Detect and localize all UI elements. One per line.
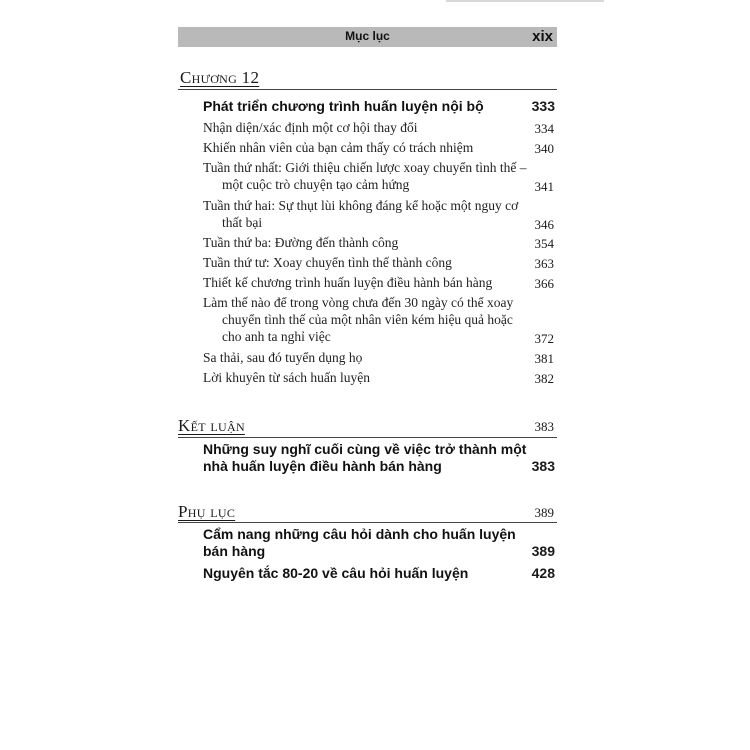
toc-entry-page: 382 — [534, 371, 554, 386]
appendix-subheading-page: 428 — [531, 565, 555, 581]
toc-entry-page: 341 — [534, 179, 554, 194]
conclusion-rule — [178, 437, 557, 438]
toc-entry-page: 366 — [534, 276, 554, 291]
toc-entry[interactable]: Tuần thứ tư: Xoay chuyển tình thế thành công — [203, 255, 452, 270]
header-page-number: xix — [532, 28, 553, 45]
appendix-page: 389 — [534, 505, 554, 520]
conclusion-subheading-page: 383 — [531, 458, 555, 474]
appendix-subheading[interactable]: Cẩm nang những câu hỏi dành cho huấn luyện — [203, 526, 516, 542]
toc-entry[interactable]: Tuần thứ nhất: Giới thiệu chiến lược xoay chuyển tình thế – — [203, 160, 527, 175]
toc-entry-page: 381 — [534, 351, 554, 366]
appendix-subheading-continuation: bán hàng — [203, 543, 266, 559]
conclusion-page: 383 — [534, 419, 554, 434]
chapter-rule — [178, 89, 557, 90]
toc-entry-page: 340 — [534, 141, 554, 156]
toc-entry-continuation: một cuộc trò chuyện tạo cảm hứng — [222, 177, 410, 192]
toc-entry-page: 354 — [534, 236, 554, 251]
toc-entry[interactable]: Lời khuyên từ sách huấn luyện — [203, 370, 371, 385]
running-header — [178, 27, 557, 47]
toc-entry-page: 334 — [534, 121, 554, 136]
toc-entry-continuation: cho anh ta nghỉ việc — [222, 329, 331, 344]
toc-entry[interactable]: Thiết kế chương trình huấn luyện điều hành bán hàng — [203, 275, 493, 290]
toc-entry-page: 346 — [534, 217, 554, 232]
appendix-heading[interactable]: Phụ lục — [178, 502, 236, 521]
top-edge-line — [446, 0, 604, 2]
chapter-heading[interactable]: Chương 12 — [180, 68, 260, 87]
appendix-subheading[interactable]: Nguyên tắc 80-20 về câu hỏi huấn luyện — [203, 565, 469, 581]
chapter-subheading-title[interactable]: Phát triển chương trình huấn luyện nội bộ — [203, 98, 484, 114]
conclusion-subheading[interactable]: Những suy nghĩ cuối cùng về việc trở thành một — [203, 441, 527, 457]
chapter-subheading-page: 333 — [531, 98, 555, 114]
toc-entry-continuation: chuyển tình thế của một nhân viên kém hiệu quả hoặc — [222, 312, 513, 327]
appendix-rule — [178, 522, 557, 523]
toc-entry-page: 363 — [534, 256, 554, 271]
toc-entry[interactable]: Tuần thứ hai: Sự thụt lùi không đáng kể hoặc một nguy cơ — [203, 198, 519, 213]
header-title: Mục lục — [345, 29, 390, 43]
toc-entry[interactable]: Sa thải, sau đó tuyển dụng họ — [203, 350, 363, 365]
toc-entry-page: 372 — [534, 331, 554, 346]
toc-entry[interactable]: Tuần thứ ba: Đường đến thành công — [203, 235, 399, 250]
conclusion-heading[interactable]: Kết luận — [178, 416, 245, 435]
toc-entry[interactable]: Khiến nhân viên của bạn cảm thấy có trách nhiệm — [203, 140, 474, 155]
conclusion-subheading-continuation: nhà huấn luyện điều hành bán hàng — [203, 458, 442, 474]
toc-entry[interactable]: Làm thế nào để trong vòng chưa đến 30 ngày có thể xoay — [203, 295, 514, 310]
toc-entry[interactable]: Nhận diện/xác định một cơ hội thay đổi — [203, 120, 418, 135]
appendix-subheading-page: 389 — [531, 543, 555, 559]
toc-entry-continuation: thất bại — [222, 215, 263, 230]
